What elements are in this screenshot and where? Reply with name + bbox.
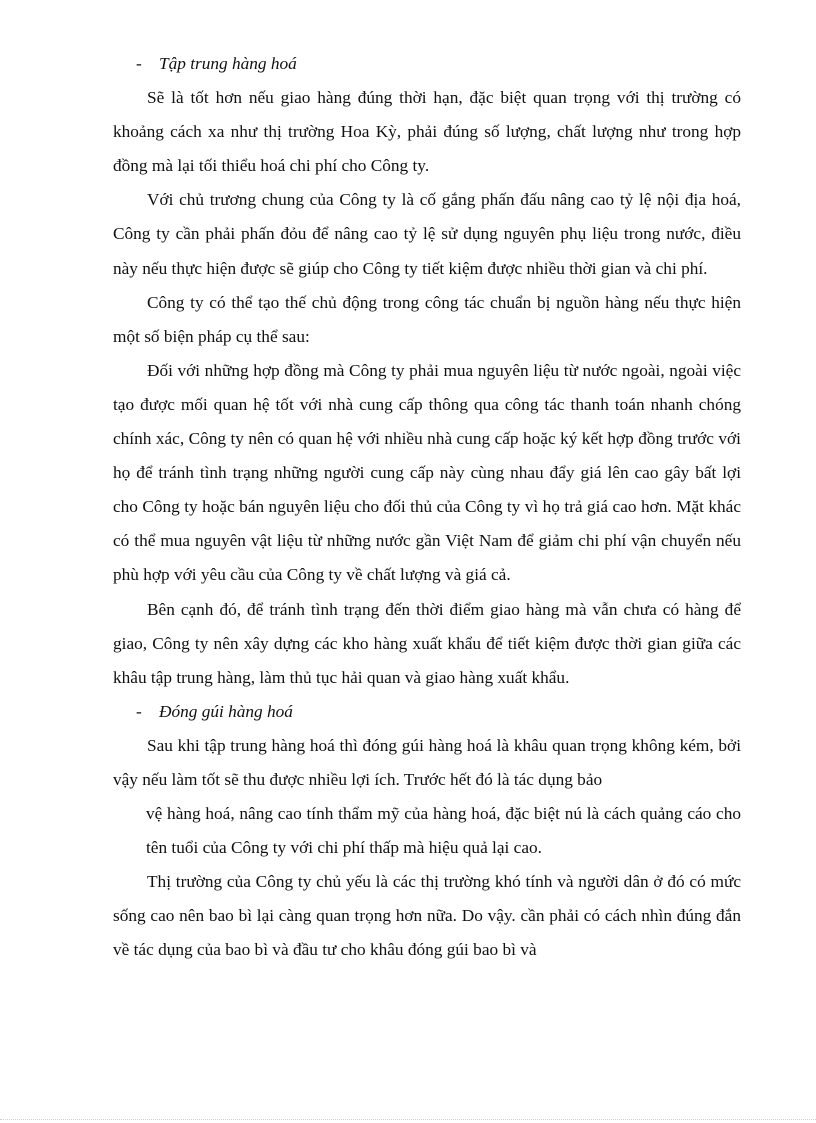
paragraph: vệ hàng hoá, nâng cao tính thẩm mỹ của hàng hoá, đặc biệt nú là cách quảng cáo cho tên tuổi của Công ty với chi phí thấp mà hiệu quả lại cao. [146,804,741,858]
bullet-dash: - [136,54,142,73]
section-heading-text: Tập trung hàng hoá [159,54,297,73]
section-heading-text: Đóng gúi hàng hoá [159,701,293,721]
paragraph: Thị trường của Công ty chủ yếu là các thị trường khó tính và người dân ở đó có mức sống cao nên bao bì lại càng quan trọng hơn nữa. Do vậy. cần phải có cách nhìn đúng đắn về tác dụng của bao bì và đầu tư cho khâu đóng gúi bao bì và [113,872,741,960]
bullet-dash: - [136,701,142,721]
paragraph: Đối với những hợp đồng mà Công ty phải mua nguyên liệu từ nước ngoài, ngoài việc tạo được mối quan hệ tốt với nhà cung cấp thông qua công tác thanh toán nhanh chóng chính xác, Công ty nên có quan hệ với nhiều nhà cung cấp hoặc ký kết hợp đồng trước với họ để tránh tình trạng những người cung cấp này cùng nhau đẩy giá lên cao gây bất lợi cho Công ty hoặc bán nguyên liệu cho đối thủ của Công ty vì họ trả giá cao hơn. Mặt khác có thể mua nguyên vật liệu từ những nước gần Việt Nam để giảm chi phí vận chuyển nếu phù hợp với yêu cầu của Công ty về chất lượng và giá cả. [113,360,741,585]
paragraph: Với chủ trương chung của Công ty là cố gắng phấn đấu nâng cao tỷ lệ nội địa hoá, Công ty cần phải phấn đỏu để nâng cao tỷ lệ sử dụng nguyên phụ liệu trong nước, điều này nếu thực hiện được sẽ giúp cho Công ty tiết kiệm được nhiều thời gian và chi phí. [113,190,741,278]
paragraph: Sau khi tập trung hàng hoá thì đóng gúi hàng hoá là khâu quan trọng không kém, bởi vậy nếu làm tốt sẽ thu được nhiều lợi ích. Trước hết đó là tác dụng bảo [113,735,741,789]
paragraph: Công ty có thể tạo thế chủ động trong công tác chuẩn bị nguồn hàng nếu thực hiện một số biện pháp cụ thể sau: [113,292,741,346]
page-bottom-border [0,1119,816,1120]
section-heading-1 [113,47,741,81]
page-body [113,47,741,968]
paragraph: Sẽ là tốt hơn nếu giao hàng đúng thời hạn, đặc biệt quan trọng với thị trường có khoảng cách xa như thị trường Hoa Kỳ, phải đúng số lượng, chất lượng như trong hợp đồng mà lại tối thiểu hoá chi phí cho Công ty. [113,88,741,176]
section-heading-2 [113,695,741,729]
paragraph: Bên cạnh đó, để tránh tình trạng đến thời điểm giao hàng mà vẫn chưa có hàng để giao, Công ty nên xây dựng các kho hàng xuất khẩu để tiết kiệm được thời gian giữa các khâu tập trung hàng, làm thủ tục hải quan và giao hàng xuất khẩu. [113,599,741,687]
